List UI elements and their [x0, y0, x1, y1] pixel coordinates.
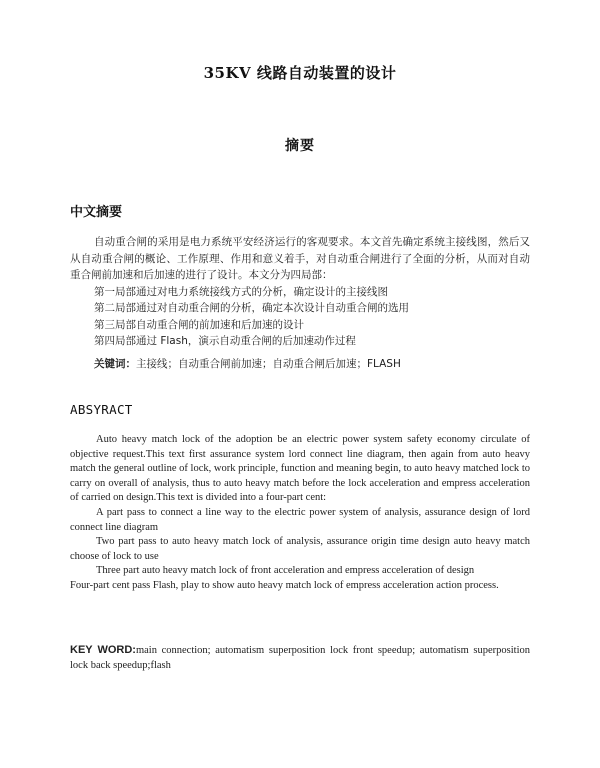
chinese-abstract-heading: 中文摘要 — [70, 205, 123, 220]
english-keywords-text: main connection; automatism superposition lock front speedup; automatism superposition lock back speedup;flash — [70, 645, 530, 671]
english-abstract-heading: ABSYRACT — [70, 402, 133, 417]
chinese-keywords-text: 主接线；自动重合闸前加速；自动重合闸后加速；FLASH — [136, 358, 401, 370]
chinese-abstract-item: 第一局部通过对电力系统接线方式的分析，确定设计的主接线图 — [94, 285, 388, 298]
english-abstract-item: Four-part cent pass Flash, play to show auto heavy match lock of empress acceleration action process. — [70, 579, 499, 591]
chinese-abstract-paragraph: 自动重合闸的采用是电力系统平安经济运行的客观要求。本文首先确定系统主接线图，然后又从自动重合闸的概论、工作原理、作用和意义着手，对自动重合闸进行了全面的分析，从而对自动重合闸前加速和后加速的进行了设计。本文分为四局部： — [70, 236, 530, 281]
chinese-abstract-item: 第四局部通过 Flash，演示自动重合闸的后加速动作过程 — [94, 335, 356, 347]
english-abstract-item: Three part auto heavy match lock of front acceleration and empress acceleration of design — [96, 565, 475, 577]
chinese-abstract-item: 第二局部通过对自动重合闸的分析，确定本次设计自动重合闸的选用 — [94, 302, 409, 314]
english-abstract-body — [70, 433, 530, 594]
english-keywords-label: KEY WORD: — [70, 644, 136, 656]
english-abstract-item: Two part pass to auto heavy match lock of analysis, assurance origin time design auto heavy match choose of lock to use — [70, 536, 530, 562]
english-abstract-paragraph: Auto heavy match lock of the adoption be an electric power system safety economy circulate of objective request.This text first assurance system lord connect line diagram, then again from auto heavy match the general outline of lock, work principle, function and meaning begin, to auto heavy matched lock to carry on overall of analysis, thus to auto heavy match before the lock acceleration and empress acceleration of carried on design.This text is divided into a four-part cent: — [70, 434, 530, 504]
chinese-abstract-item: 第三局部自动重合闸的前加速和后加速的设计 — [94, 318, 304, 331]
english-keywords — [70, 643, 530, 673]
chinese-keywords — [94, 356, 534, 371]
english-abstract-item: A part pass to connect a line way to the electric power system of analysis, assurance design of lord connect line diagram — [70, 506, 530, 533]
document-title: 35KV 线路自动装置的设计 — [203, 64, 397, 82]
chinese-abstract-body — [70, 234, 530, 350]
chinese-keywords-label: 关键词： — [94, 358, 136, 370]
abstract-heading: 摘要 — [285, 138, 315, 154]
